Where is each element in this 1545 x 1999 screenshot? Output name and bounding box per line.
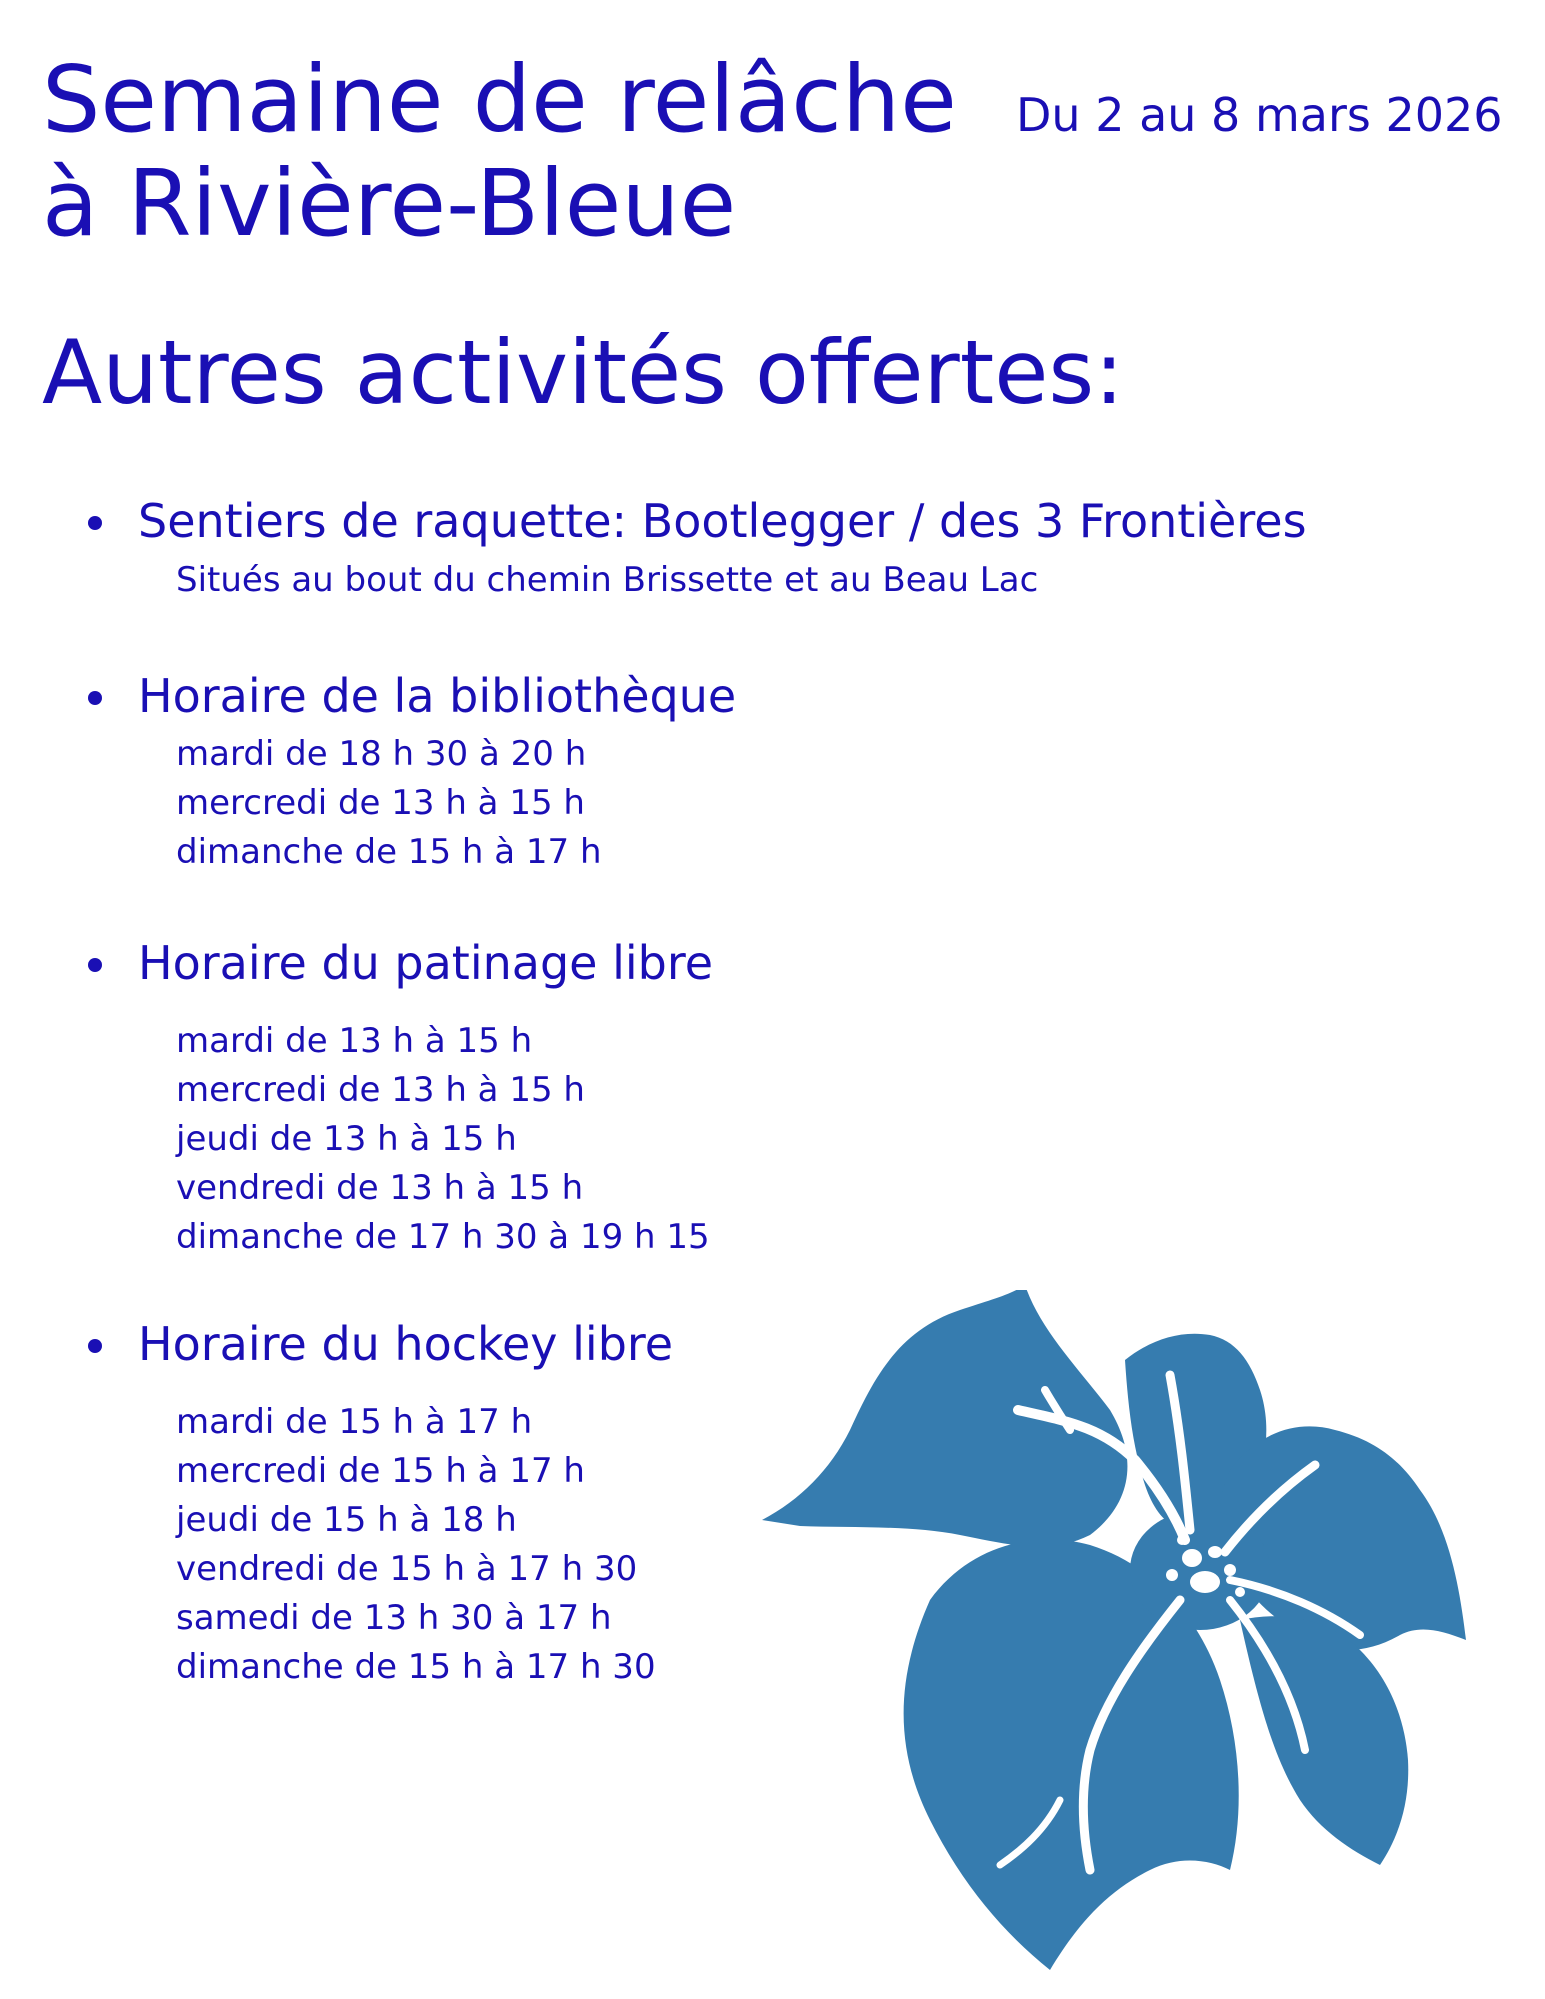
section-title: Autres activités offertes: xyxy=(42,321,1124,424)
section-heading: Horaire de la bibliothèque xyxy=(138,669,737,723)
list-item: dimanche de 15 h à 17 h 30 xyxy=(176,1647,656,1687)
list-item: mercredi de 13 h à 15 h xyxy=(176,1070,585,1110)
list-item: samedi de 13 h 30 à 17 h xyxy=(176,1598,612,1638)
list-item: jeudi de 15 h à 18 h xyxy=(176,1500,517,1540)
list-item: mercredi de 15 h à 17 h xyxy=(176,1451,585,1491)
list-item: dimanche de 17 h 30 à 19 h 15 xyxy=(176,1217,710,1257)
list-item: vendredi de 13 h à 15 h xyxy=(176,1168,584,1208)
section-heading: Sentiers de raquette: Bootlegger / des 3 Frontières xyxy=(138,494,1307,548)
title-line-2: à Rivière-Bleue xyxy=(42,150,737,257)
page-title xyxy=(42,48,957,256)
list-item: Situés au bout du chemin Brissette et au Beau Lac xyxy=(176,560,1039,600)
bullet-icon xyxy=(88,691,102,705)
bullet-icon xyxy=(88,1339,102,1353)
list-item: dimanche de 15 h à 17 h xyxy=(176,832,602,872)
section-lines xyxy=(176,730,602,877)
list-item: mardi de 18 h 30 à 20 h xyxy=(176,734,587,774)
section-lines xyxy=(176,1398,656,1692)
section-lines xyxy=(176,556,1038,605)
list-item: mercredi de 13 h à 15 h xyxy=(176,783,585,823)
list-item: jeudi de 13 h à 15 h xyxy=(176,1119,517,1159)
section-heading: Horaire du patinage libre xyxy=(138,936,714,990)
section-heading: Horaire du hockey libre xyxy=(138,1317,674,1371)
list-item: vendredi de 15 h à 17 h 30 xyxy=(176,1549,638,1589)
section-lines xyxy=(176,1017,710,1262)
bullet-icon xyxy=(88,958,102,972)
title-line-1: Semaine de relâche xyxy=(42,46,957,153)
list-item: mardi de 15 h à 17 h xyxy=(176,1402,533,1442)
bullet-icon xyxy=(88,516,102,530)
flower-icon xyxy=(760,1290,1480,1970)
event-dates: Du 2 au 8 mars 2026 xyxy=(1016,88,1503,142)
list-item: mardi de 13 h à 15 h xyxy=(176,1021,533,1061)
